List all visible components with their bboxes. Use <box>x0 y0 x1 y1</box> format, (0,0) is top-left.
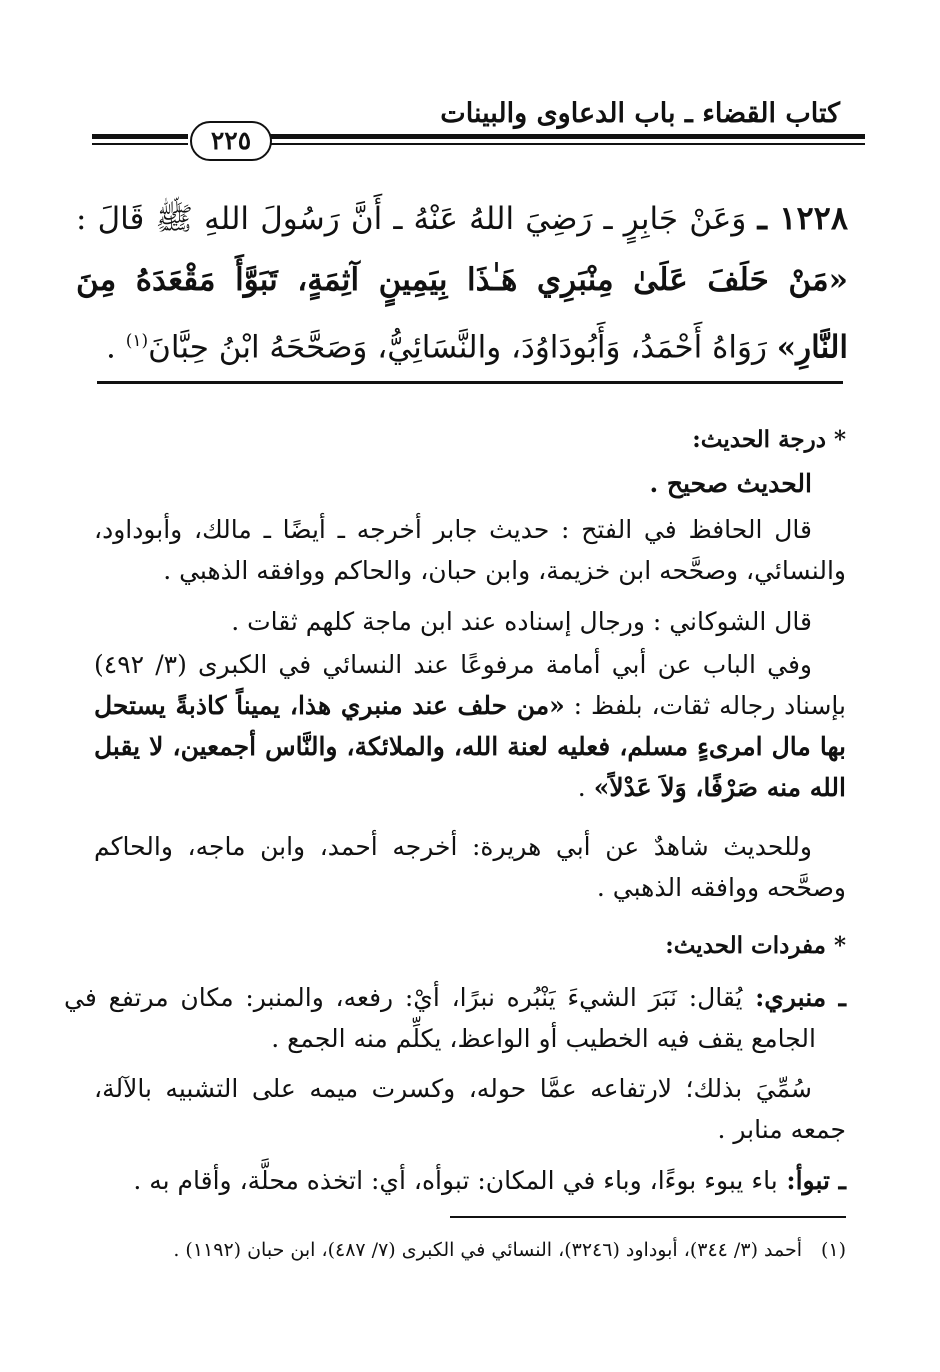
hadith-isnad: وَعَنْ جَابِرٍ ـ رَضِيَ اللهُ عَنْهُ ـ أَنَّ رَسُولَ اللهِ ﷺ قَالَ : <box>76 201 758 237</box>
hadith-text <box>76 188 848 378</box>
running-title: كتاب القضاء ـ باب الدعاوى والبينات <box>440 98 840 129</box>
grade-heading: * درجة الحديث: <box>692 426 846 453</box>
grade-verdict: الحديث صحيح . <box>649 469 812 498</box>
grade-paragraph-3 <box>94 644 846 808</box>
grade-paragraph-2: قال الشوكاني : ورجال إسناده عند ابن ماجة كلهم ثقات . <box>231 607 812 636</box>
grade-paragraph-3-end: . <box>577 773 594 802</box>
footnote-number: (١) <box>820 1239 846 1261</box>
vocab-term-tabawwa: ـ تبوأ: <box>777 1166 846 1195</box>
section-divider <box>97 381 843 384</box>
vocab-definition-minbar: يُقال: نَبَرَ الشيءَ يَنْبُره نبرًا، أيْ: رفعه، والمنبر: مكان مرتفع في الجامع يقف فيه الخطيب أو الواعظ، يكلِّم منه الجمع . <box>64 983 816 1053</box>
footnote-reference: (١) <box>125 331 149 351</box>
page-number: ٢٢٥ <box>190 121 272 161</box>
grade-paragraph-4: وللحديث شاهدٌ عن أبي هريرة: أخرجه أحمد، وابن ماجه، والحاكم وصحَّحه ووافقه الذهبي . <box>94 832 846 902</box>
hadith-number: ١٢٢٨ ـ <box>757 199 849 237</box>
header-rule <box>270 134 865 139</box>
header-rule-left-thin <box>92 143 188 145</box>
vocab-definition-tabawwa: باء يبوء بوءًا، وباء في المكان: تبوأه، أي: اتخذه محلَّة، وأقام به . <box>133 1166 778 1195</box>
grade-paragraph-3-quote: «من حلف عند منبري هذا، يميناً كاذبةً يستحل بها مال امرىءٍ مسلم، فعليه لعنة الله، والملائكة، والنَّاس أجمعين، لا يقبل الله منه صَرْفًا، وَلاَ عَدْلاً» <box>94 691 846 802</box>
vocab-entry-tabawwa <box>64 1160 846 1201</box>
header-rule-thin <box>270 143 865 145</box>
vocab-entry-minbar <box>64 977 846 1059</box>
footnote-divider <box>450 1216 846 1218</box>
hadith-end: . <box>106 329 126 366</box>
vocab-entry-minbar-continued: سُمِّيَ بذلك؛ لارتفاعه عمَّا حوله، وكسرت ميمه على التشبيه بالآلة، جمعه منابر . <box>94 1074 846 1144</box>
hadith-matn: «مَنْ حَلَفَ عَلَىٰ مِنْبَرِي هَـٰذَا بِيَمِينٍ آثِمَةٍ، تَبَوَّأَ مَقْعَدَهُ مِنَ النَّارِ» <box>76 262 848 366</box>
footnote-1 <box>86 1232 846 1268</box>
grade-paragraph-3-intro: وفي الباب عن أبي أمامة مرفوعًا عند النسائي في الكبرى (٣/ ٤٩٢) بإسناد رجاله ثقات، بلفظ : <box>94 650 846 720</box>
vocab-term-minbar: ـ منبري: <box>742 983 846 1012</box>
header-rule-left <box>92 134 188 139</box>
grade-paragraph-1: قال الحافظ في الفتح : حديث جابر أخرجه ـ أيضًا ـ مالك، وأبوداود، والنسائي، وصحَّحه ابن خزيمة، وابن حبان، والحاكم ووافقه الذهبي . <box>94 515 846 585</box>
footnote-text: أحمد (٣/ ٣٤٤)، أبوداود (٣٢٤٦)، النسائي في الكبرى (٧/ ٤٨٧)، ابن حبان (١١٩٢) . <box>173 1239 802 1261</box>
vocab-heading: * مفردات الحديث: <box>665 932 846 959</box>
hadith-takhrij: رَوَاهُ أَحْمَدُ، وَأَبُودَاوُدَ، والنَّسَائِيُّ، وَصَحَّحَهُ ابْنُ حِبَّانَ <box>148 329 777 366</box>
